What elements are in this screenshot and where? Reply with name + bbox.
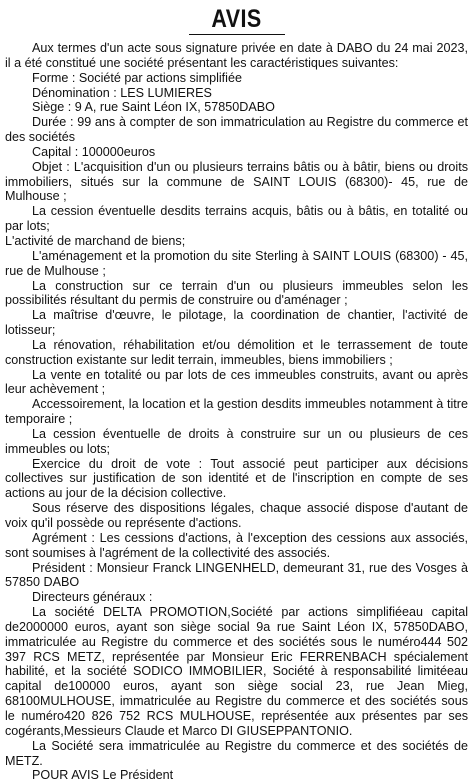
notice-paragraph: Objet : L'acquisition d'un ou plusieurs terrains bâtis ou à bâtir, biens ou droits immobiliers, situés sur la commune de SAINT LOUIS (68300)- 45, rue de Mulhouse ; <box>5 159 468 204</box>
notice-paragraph: Siège : 9 A, rue Saint Léon IX, 57850DABO <box>32 100 275 115</box>
notice-paragraph: La Société sera immatriculée au Registre du commerce et des sociétés de METZ. <box>5 738 468 768</box>
notice-paragraph: Dénomination : LES LUMIERES <box>32 85 212 100</box>
notice-paragraph: La cession éventuelle de droits à construire sur un ou plusieurs de ces immeubles ou lots; <box>5 426 468 456</box>
notice-paragraph: Exercice du droit de vote : Tout associé peut participer aux décisions collectives sur justification de son identité et de l'inscription en compte de ses actions au jour de la décision collective. <box>5 456 468 501</box>
notice-title: AVIS <box>211 5 262 33</box>
notice-paragraph: La rénovation, réhabilitation et/ou démolition et le terrassement de toute construction existante sur ledit terrain, immeubles, biens immobiliers ; <box>5 337 468 367</box>
notice-paragraph: Forme : Société par actions simplifiée <box>32 70 242 85</box>
notice-paragraph: La maîtrise d'œuvre, le pilotage, la coordination de chantier, l'activité de lotisseur; <box>5 308 468 338</box>
notice-paragraph: La vente en totalité ou par lots de ces immeubles construits, avant ou après leur achèvement ; <box>5 367 468 397</box>
notice-paragraph: POUR AVIS Le Président <box>32 768 174 783</box>
notice-paragraph: Sous réserve des dispositions légales, chaque associé dispose d'autant de voix qu'il possède ou représente d'actions. <box>5 501 468 530</box>
notice-paragraph: L'activité de marchand de biens; <box>5 233 186 248</box>
notice-paragraph: Aux termes d'un acte sous signature privée en date à DABO du 24 mai 2023, il a été constitué une société présentant les caractéristiques suivantes: <box>5 41 468 70</box>
notice-paragraph: Accessoirement, la location et la gestion desdits immeubles notamment à titre temporaire ; <box>5 397 468 427</box>
notice-paragraph: L'aménagement et la promotion du site Sterling à SAINT LOUIS (68300) - 45, rue de Mulhouse ; <box>5 248 468 278</box>
notice-paragraph: Président : Monsieur Franck LINGENHELD, demeurant 31, rue des Vosges à 57850 DABO <box>5 560 468 590</box>
notice-paragraph: Agrément : Les cessions d'actions, à l'exception des cessions aux associés, sont soumises à l'agrément de la collectivité des associés. <box>5 530 468 560</box>
notice-paragraph: Durée : 99 ans à compter de son immatriculation au Registre du commerce et des sociétés <box>5 115 468 145</box>
notice-paragraph: La société DELTA PROMOTION,Société par actions simplifiéeau capital de2000000 euros, ayant son siège social 9a rue Saint Léon IX, 57850DABO, immatriculée au Registre du commerce et des sociétés sous le numéro444 502 397 RCS METZ, représentée par Monsieur Eric FERRENBACH spécialement habilité, et la société SODICO IMMOBILIER, Société à responsabilité limitéeau capital de100000 euros, ayant son siège social 23, rue Jean Mieg, 68100MULHOUSE, immatriculée au Registre du commerce et des sociétés sous le numéro420 826 752 RCS MULHOUSE, représentée aux présentes par ses cogérants,Messieurs Claude et Marco DI GIUSEPPANTONIO. <box>5 605 468 738</box>
notice-paragraph: La cession éventuelle desdits terrains acquis, bâtis ou à bâtis, en totalité ou par lots; <box>5 204 468 234</box>
notice-paragraph: Directeurs généraux : <box>32 590 153 605</box>
notice-body <box>5 41 468 783</box>
notice-paragraph: La construction sur ce terrain d'un ou plusieurs immeubles selon les possibilités résultant du permis de construire ou d'aménager ; <box>5 278 468 308</box>
notice-paragraph: Capital : 100000euros <box>32 144 156 159</box>
title-underline <box>189 34 285 35</box>
